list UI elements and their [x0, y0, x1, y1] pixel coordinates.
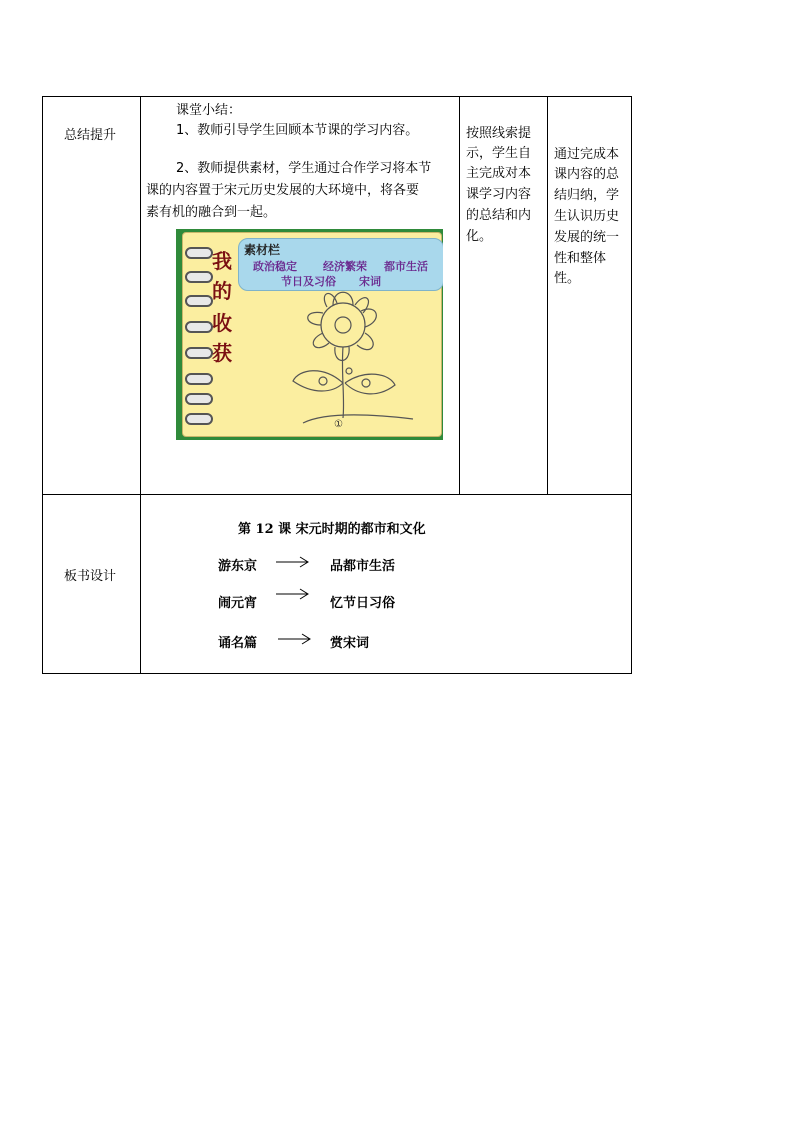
arrow-icon — [276, 588, 310, 600]
board-title: 第 12 课 宋元时期的都市和文化 — [238, 522, 426, 537]
material-title: 素材栏 — [244, 243, 281, 257]
arrow-icon — [278, 633, 312, 645]
board-right-item: 品都市生活 — [330, 559, 396, 574]
stage-label-board: 板书设计 — [64, 569, 117, 584]
material-word: 经济繁荣 — [323, 260, 367, 273]
col-divider-1 — [140, 96, 141, 674]
material-word: 都市生活 — [384, 260, 428, 273]
purpose-line: 性。 — [554, 271, 581, 286]
student-line: 按照线索提 — [466, 126, 532, 141]
purpose-line: 发展的统一 — [554, 230, 620, 245]
table-bottom-border — [42, 673, 632, 674]
purpose-line: 性和整体 — [554, 251, 607, 266]
summary-item-1: 1、教师引导学生回顾本节课的学习内容。 — [176, 123, 419, 138]
summary-heading: 课堂小结： — [176, 103, 242, 118]
col-divider-2 — [459, 96, 460, 494]
harvest-title-char: 我 — [212, 249, 232, 273]
row-divider — [42, 494, 632, 495]
board-left-item: 闹元宵 — [218, 596, 258, 611]
purpose-line: 通过完成本 — [554, 147, 620, 162]
student-line: 化。 — [466, 229, 493, 244]
stage-label-summary: 总结提升 — [64, 128, 117, 143]
student-line: 的总结和内 — [466, 208, 532, 223]
arrow-icon — [276, 556, 310, 568]
student-line: 示，学生自 — [466, 146, 532, 161]
purpose-line: 结归纳，学 — [554, 188, 620, 203]
harvest-slide-image — [176, 229, 443, 440]
col-divider-3 — [547, 96, 548, 494]
harvest-title-char: 的 — [212, 279, 232, 303]
drawing-number: ① — [334, 419, 343, 430]
table-top-border — [42, 96, 632, 97]
table-right-border — [631, 96, 632, 674]
flower-drawing — [183, 233, 441, 436]
summary-item-2-line2: 课的内容置于宋元历史发展的大环境中，将各要 — [146, 183, 420, 198]
purpose-line: 课内容的总 — [554, 167, 620, 182]
purpose-line: 生认识历史 — [554, 209, 620, 224]
board-right-item: 忆节日习俗 — [330, 596, 396, 611]
harvest-title-char: 收 — [212, 311, 232, 335]
board-left-item: 诵名篇 — [218, 636, 258, 651]
harvest-title-char: 获 — [212, 341, 232, 365]
notebook-paper — [182, 232, 442, 437]
material-word: 节日及习俗 — [281, 275, 336, 288]
table-left-border — [42, 96, 43, 674]
material-word: 宋词 — [359, 275, 381, 288]
student-line: 课学习内容 — [466, 187, 532, 202]
summary-item-2-line3: 素有机的融合到一起。 — [146, 205, 277, 220]
board-left-item: 游东京 — [218, 559, 258, 574]
board-right-item: 赏宋词 — [330, 636, 370, 651]
summary-item-2-line1: 2、教师提供素材，学生通过合作学习将本节 — [176, 161, 432, 176]
material-word: 政治稳定 — [253, 260, 297, 273]
student-line: 主完成对本 — [466, 166, 532, 181]
